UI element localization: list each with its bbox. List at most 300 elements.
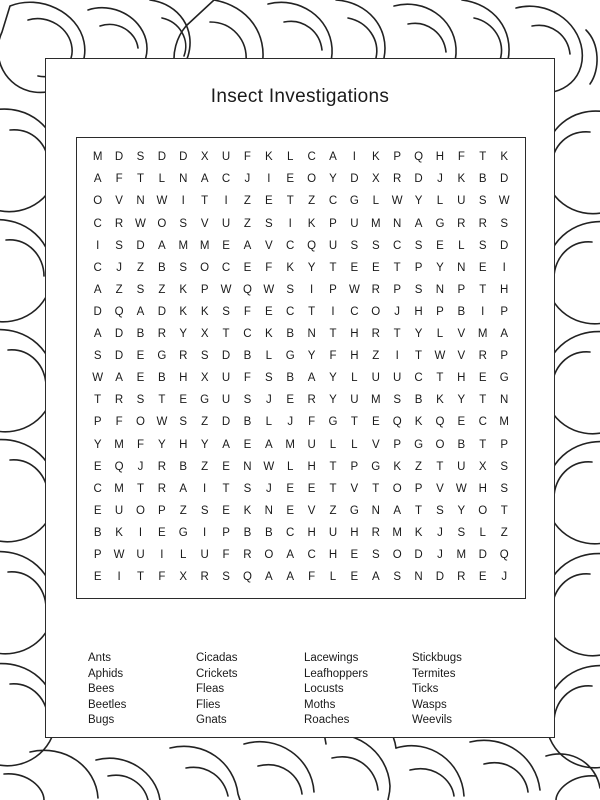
grid-letter: O: [371, 305, 381, 318]
grid-letter: V: [350, 482, 359, 495]
grid-letter: Z: [158, 283, 166, 296]
grid-letter: Y: [307, 261, 316, 274]
grid-letter: S: [264, 372, 273, 385]
grid-letter: D: [478, 548, 487, 561]
grid-letter: D: [414, 173, 423, 186]
grid-letter: F: [308, 571, 316, 584]
grid-letter: T: [500, 504, 508, 517]
grid-letter: O: [136, 416, 145, 429]
grid-letter: W: [156, 416, 168, 429]
grid-letter: C: [414, 372, 423, 385]
grid-letter: S: [200, 350, 209, 363]
grid-letter: S: [264, 217, 273, 230]
grid-letter: S: [500, 460, 509, 473]
grid-letter: G: [435, 217, 445, 230]
grid-letter: L: [265, 416, 273, 429]
grid-letter: I: [288, 217, 292, 230]
grid-letter: M: [370, 394, 381, 407]
grid-letter: K: [179, 305, 188, 318]
grid-letter: N: [393, 217, 402, 230]
grid-letter: X: [200, 372, 209, 385]
grid-letter: L: [287, 460, 294, 473]
grid-letter: I: [117, 571, 121, 584]
grid-letter: Z: [415, 460, 423, 473]
grid-letter: T: [222, 482, 230, 495]
grid-letter: G: [349, 195, 359, 208]
grid-letter: P: [200, 283, 209, 296]
grid-letter: E: [307, 482, 316, 495]
grid-letter: O: [200, 261, 210, 274]
grid-letter: T: [479, 283, 487, 296]
grid-letter: K: [179, 283, 188, 296]
grid-letter: U: [221, 217, 231, 230]
grid-letter: U: [371, 372, 380, 385]
grid-letter: S: [371, 548, 380, 561]
grid-letter: J: [244, 173, 251, 186]
grid-letter: C: [350, 305, 359, 318]
grid-letter: Q: [414, 151, 424, 164]
grid-letter: R: [393, 173, 402, 186]
grid-letter: E: [158, 526, 166, 539]
grid-letter: W: [92, 372, 104, 385]
grid-letter: I: [395, 350, 399, 363]
grid-letter: E: [478, 261, 487, 274]
grid-letter: E: [478, 571, 487, 584]
grid-letter: D: [435, 571, 445, 584]
grid-letter: K: [286, 261, 295, 274]
grid-letter: C: [286, 239, 295, 252]
grid-letter: N: [414, 571, 423, 584]
word-list-item: Bugs: [88, 714, 115, 726]
grid-letter: M: [285, 438, 295, 451]
grid-letter: D: [179, 151, 188, 164]
grid-letter: S: [222, 305, 230, 318]
grid-letter: X: [200, 151, 209, 164]
grid-letter: K: [115, 526, 123, 539]
grid-letter: A: [93, 283, 102, 296]
grid-letter: J: [287, 416, 294, 429]
grid-letter: J: [116, 261, 122, 274]
grid-letter: T: [136, 482, 144, 495]
grid-letter: R: [243, 548, 252, 561]
grid-letter: P: [457, 283, 466, 296]
grid-letter: S: [200, 504, 209, 517]
grid-letter: S: [286, 283, 295, 296]
grid-letter: V: [115, 195, 123, 208]
grid-letter: P: [436, 305, 444, 318]
grid-letter: A: [93, 173, 102, 186]
grid-letter: L: [158, 173, 166, 186]
grid-letter: A: [307, 372, 316, 385]
grid-letter: B: [286, 372, 295, 385]
grid-letter: W: [455, 482, 467, 495]
grid-letter: Z: [136, 261, 144, 274]
word-list-column: [412, 651, 520, 729]
grid-letter: U: [457, 195, 466, 208]
grid-letter: U: [221, 394, 231, 407]
grid-letter: E: [436, 239, 444, 252]
grid-letter: N: [243, 460, 252, 473]
grid-letter: Z: [500, 526, 508, 539]
grid-row: [87, 390, 515, 412]
grid-letter: C: [307, 548, 316, 561]
grid-letter: T: [436, 460, 444, 473]
grid-letter: S: [93, 350, 102, 363]
word-list-item: Weevils: [412, 714, 453, 726]
grid-letter: S: [350, 239, 359, 252]
word-list-item: Beetles: [88, 698, 127, 711]
grid-letter: D: [114, 328, 124, 341]
grid-letter: A: [393, 504, 401, 517]
grid-letter: L: [436, 195, 444, 208]
grid-letter: E: [478, 372, 487, 385]
grid-letter: W: [348, 283, 360, 296]
grid-letter: Z: [179, 504, 187, 517]
grid-letter: V: [200, 217, 209, 230]
grid-letter: M: [92, 151, 103, 164]
grid-letter: P: [414, 261, 423, 274]
grid-letter: M: [114, 482, 124, 495]
grid-letter: L: [180, 548, 187, 561]
grid-letter: G: [414, 438, 424, 451]
grid-letter: H: [435, 151, 445, 164]
grid-letter: E: [136, 350, 145, 363]
grid-letter: E: [457, 416, 466, 429]
grid-letter: K: [200, 305, 209, 318]
grid-letter: T: [329, 328, 337, 341]
grid-letter: J: [437, 548, 443, 561]
grid-letter: S: [115, 239, 123, 252]
grid-letter: T: [393, 328, 401, 341]
grid-letter: C: [328, 195, 338, 208]
grid-letter: U: [350, 217, 359, 230]
grid-letter: A: [286, 571, 295, 584]
grid-letter: B: [243, 350, 252, 363]
grid-letter: G: [328, 416, 338, 429]
grid-letter: R: [157, 482, 167, 495]
grid-letter: R: [478, 217, 487, 230]
grid-letter: K: [264, 328, 273, 341]
grid-letter: O: [435, 438, 445, 451]
grid-letter: Y: [329, 372, 337, 385]
grid-letter: Y: [414, 195, 423, 208]
grid-letter: G: [371, 460, 381, 473]
grid-letter: I: [203, 482, 207, 495]
grid-letter: L: [436, 328, 444, 341]
grid-letter: F: [265, 261, 273, 274]
grid-row: [87, 169, 515, 191]
grid-letter: A: [264, 438, 273, 451]
grid-letter: J: [394, 305, 401, 318]
grid-letter: E: [222, 460, 230, 473]
grid-row: [87, 213, 515, 235]
grid-letter: V: [264, 239, 273, 252]
grid-letter: R: [457, 217, 466, 230]
grid-letter: R: [478, 350, 487, 363]
word-list-item: Aphids: [88, 667, 124, 680]
grid-letter: U: [136, 548, 145, 561]
grid-letter: A: [243, 239, 252, 252]
word-list-item: Termites: [412, 667, 456, 680]
grid-letter: T: [329, 482, 337, 495]
grid-row: [87, 368, 515, 390]
grid-letter: A: [179, 482, 188, 495]
grid-letter: M: [114, 438, 124, 451]
grid-letter: R: [114, 394, 124, 407]
grid-letter: T: [286, 195, 294, 208]
grid-letter: C: [243, 328, 252, 341]
word-list-item: Flies: [196, 698, 221, 711]
grid-letter: G: [285, 350, 295, 363]
page-title: Insect Investigations: [210, 86, 390, 107]
grid-letter: S: [371, 239, 380, 252]
grid-letter: R: [371, 283, 380, 296]
grid-letter: R: [371, 526, 380, 539]
grid-letter: T: [479, 151, 487, 164]
grid-letter: E: [222, 504, 230, 517]
grid-letter: R: [157, 328, 167, 341]
grid-letter: E: [350, 571, 359, 584]
grid-letter: L: [351, 438, 358, 451]
grid-letter: I: [310, 283, 314, 296]
grid-letter: S: [136, 394, 145, 407]
grid-letter: K: [264, 151, 273, 164]
grid-letter: T: [201, 195, 209, 208]
grid-letter: D: [221, 416, 231, 429]
grid-letter: B: [264, 526, 273, 539]
grid-letter: U: [200, 548, 209, 561]
grid-letter: U: [221, 372, 231, 385]
grid-letter: L: [329, 571, 337, 584]
grid-letter: D: [114, 350, 124, 363]
grid-letter: O: [157, 217, 167, 230]
word-list-item: Ants: [88, 652, 112, 664]
grid-letter: P: [158, 504, 166, 517]
grid-letter: K: [307, 217, 316, 230]
grid-letter: H: [328, 548, 338, 561]
word-search-grid: [76, 137, 526, 599]
grid-letter: H: [478, 482, 487, 495]
word-list-item: Moths: [304, 698, 336, 711]
grid-letter: F: [115, 416, 123, 429]
grid-letter: C: [286, 526, 295, 539]
grid-letter: P: [350, 460, 359, 473]
grid-letter: U: [328, 239, 338, 252]
grid-letter: Q: [499, 548, 509, 561]
grid-letter: S: [179, 416, 188, 429]
grid-letter: G: [349, 504, 359, 517]
grid-letter: C: [307, 151, 316, 164]
grid-letter: S: [222, 571, 230, 584]
grid-letter: T: [479, 394, 487, 407]
grid-letter: W: [220, 283, 232, 296]
grid-letter: T: [436, 372, 444, 385]
grid-letter: P: [93, 416, 102, 429]
grid-letter: E: [93, 571, 102, 584]
grid-letter: E: [350, 548, 359, 561]
grid-letter: K: [393, 460, 401, 473]
grid-letter: F: [457, 151, 465, 164]
grid-letter: T: [415, 504, 423, 517]
grid-letter: Z: [308, 195, 316, 208]
grid-letter: O: [478, 504, 488, 517]
grid-row: [87, 191, 515, 213]
grid-letter: L: [479, 526, 486, 539]
grid-letter: L: [351, 372, 358, 385]
grid-letter: G: [200, 394, 210, 407]
grid-letter: M: [392, 526, 402, 539]
grid-letter: E: [286, 173, 295, 186]
grid-letter: A: [286, 548, 295, 561]
grid-letter: P: [500, 438, 509, 451]
word-list-item: Stickbugs: [412, 652, 462, 664]
grid-letter: T: [94, 394, 102, 407]
grid-row: [87, 280, 515, 302]
grid-letter: B: [93, 526, 102, 539]
word-list-item: Leafhoppers: [304, 667, 368, 680]
grid-letter: Z: [243, 195, 251, 208]
grid-letter: U: [307, 438, 316, 451]
grid-letter: Z: [329, 504, 337, 517]
grid-letter: N: [307, 328, 316, 341]
grid-letter: I: [160, 548, 164, 561]
grid-letter: D: [114, 151, 124, 164]
grid-letter: E: [179, 394, 188, 407]
grid-letter: S: [457, 526, 466, 539]
grid-letter: V: [457, 350, 466, 363]
grid-letter: B: [286, 328, 295, 341]
word-list-item: Cicadas: [196, 652, 238, 664]
grid-letter: D: [93, 305, 102, 318]
grid-letter: A: [329, 151, 337, 164]
grid-letter: V: [436, 482, 444, 495]
grid-letter: E: [93, 504, 102, 517]
grid-letter: D: [136, 239, 145, 252]
grid-letter: T: [329, 261, 337, 274]
grid-letter: O: [307, 173, 317, 186]
grid-row: [87, 434, 515, 456]
grid-letter: C: [93, 482, 102, 495]
grid-letter: E: [264, 195, 273, 208]
grid-letter: I: [481, 305, 485, 318]
grid-letter: L: [458, 239, 465, 252]
grid-letter: H: [350, 526, 359, 539]
grid-letter: J: [437, 526, 443, 539]
grid-letter: P: [414, 482, 423, 495]
grid-letter: G: [499, 372, 509, 385]
grid-letter: U: [393, 372, 402, 385]
grid-letter: U: [221, 151, 231, 164]
grid-letter: Y: [93, 438, 102, 451]
grid-letter: E: [371, 261, 380, 274]
grid-letter: C: [393, 239, 402, 252]
grid-letter: S: [500, 482, 509, 495]
grid-letter: E: [371, 416, 380, 429]
grid-letter: W: [135, 217, 146, 230]
grid-row: [87, 545, 515, 567]
word-list-column: [196, 651, 304, 729]
grid-letter: K: [243, 504, 252, 517]
grid-letter: E: [243, 261, 252, 274]
grid-letter: H: [179, 438, 188, 451]
grid-letter: H: [414, 305, 423, 318]
grid-letter: D: [221, 350, 231, 363]
grid-letter: R: [157, 460, 167, 473]
grid-row: [87, 346, 515, 368]
grid-letter: G: [157, 350, 167, 363]
grid-letter: V: [307, 504, 316, 517]
grid-letter: R: [307, 394, 316, 407]
grid-letter: D: [157, 151, 167, 164]
grid-row: [87, 412, 515, 434]
grid-letter: T: [350, 416, 358, 429]
word-list-item: Ticks: [412, 683, 439, 695]
grid-letter: L: [265, 350, 273, 363]
word-list-item: Locusts: [304, 683, 344, 695]
grid-letter: L: [372, 195, 379, 208]
grid-letter: I: [138, 526, 143, 539]
grid-letter: D: [500, 239, 509, 252]
word-list-item: Gnats: [196, 714, 227, 726]
grid-letter: R: [114, 217, 124, 230]
grid-letter: B: [158, 372, 166, 385]
grid-letter: Q: [242, 571, 252, 584]
grid-letter: S: [500, 217, 509, 230]
grid-letter: Y: [457, 394, 466, 407]
grid-letter: S: [243, 394, 252, 407]
grid-letter: P: [93, 548, 102, 561]
grid-letter: F: [308, 416, 316, 429]
grid-letter: S: [414, 283, 423, 296]
word-list-item: Crickets: [196, 667, 238, 680]
grid-letter: W: [113, 548, 125, 561]
grid-letter: B: [478, 173, 487, 186]
grid-letter: M: [199, 239, 210, 252]
grid-letter: X: [371, 173, 380, 186]
grid-letter: F: [158, 571, 166, 584]
grid-letter: S: [478, 195, 487, 208]
grid-letter: D: [500, 173, 509, 186]
grid-letter: B: [158, 261, 166, 274]
grid-letter: Y: [158, 438, 166, 451]
grid-letter: S: [179, 261, 188, 274]
grid-letter: X: [179, 571, 188, 584]
grid-letter: W: [263, 283, 275, 296]
grid-row: [87, 567, 515, 589]
grid-letter: A: [264, 571, 273, 584]
grid-letter: P: [393, 151, 401, 164]
grid-letter: S: [136, 283, 145, 296]
grid-letter: J: [437, 173, 443, 186]
grid-letter: N: [179, 173, 188, 186]
grid-letter: B: [414, 394, 423, 407]
grid-letter: L: [329, 438, 337, 451]
grid-letter: I: [331, 305, 335, 318]
grid-row: [87, 501, 515, 523]
grid-letter: B: [136, 328, 145, 341]
grid-letter: N: [457, 261, 466, 274]
grid-letter: C: [93, 217, 102, 230]
grid-letter: H: [350, 328, 359, 341]
grid-letter: N: [264, 504, 273, 517]
grid-letter: O: [392, 482, 402, 495]
grid-letter: T: [136, 173, 144, 186]
grid-letter: N: [500, 394, 509, 407]
grid-letter: R: [371, 328, 380, 341]
grid-letter: K: [371, 151, 380, 164]
grid-letter: P: [329, 283, 337, 296]
grid-letter: B: [457, 438, 466, 451]
